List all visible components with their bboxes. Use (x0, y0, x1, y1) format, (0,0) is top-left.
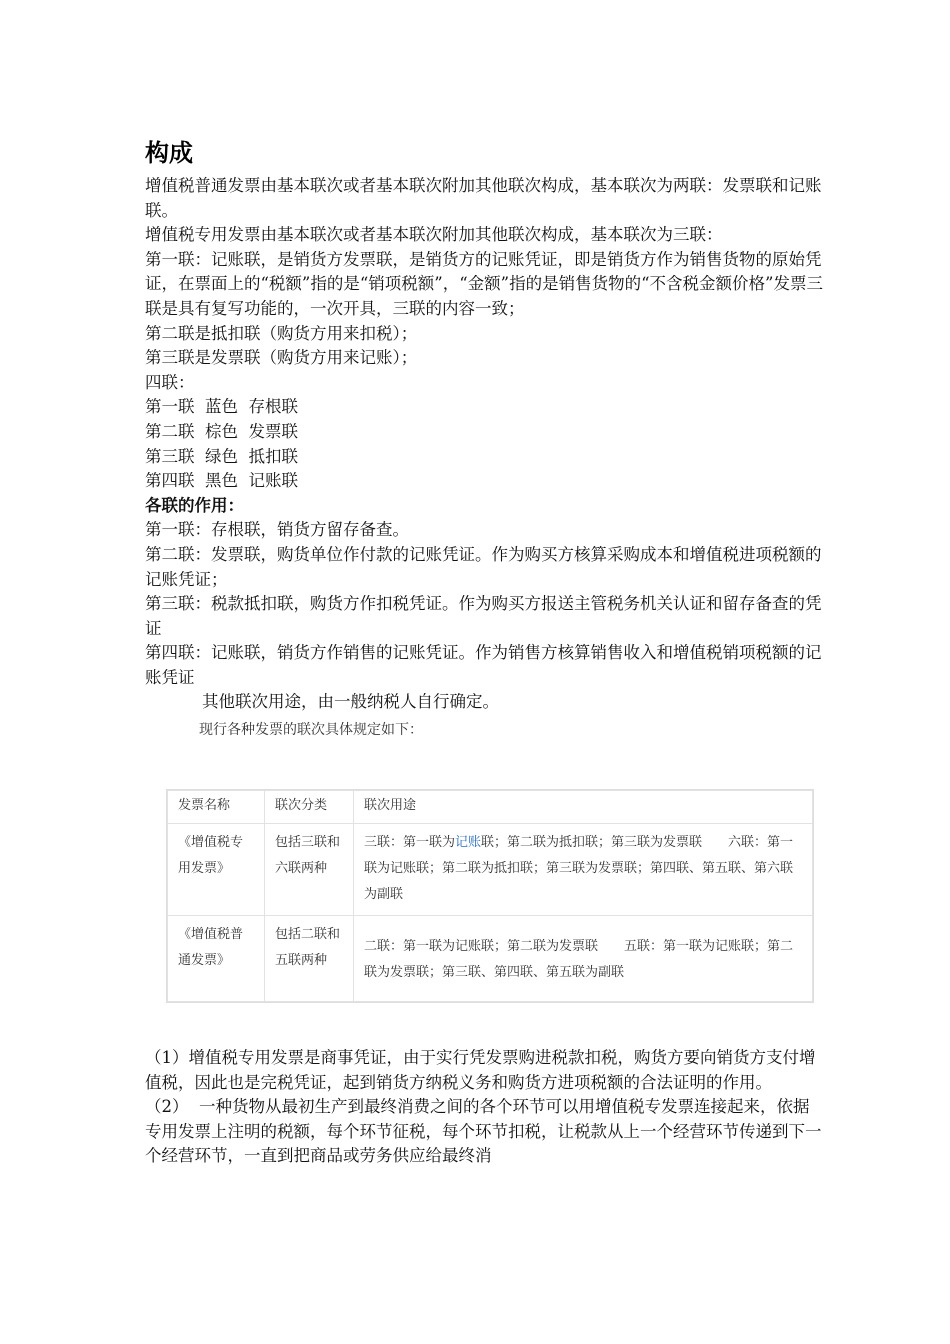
paragraph: 增值税专用发票由基本联次或者基本联次附加其他联次构成，基本联次为三联： (145, 225, 723, 245)
use-text: 联；第二联为抵扣联；第三联为发票联 六联：第一联为记账联；第二联为抵扣联；第三联为发票联；第四联、第五联、第六联为副联 (364, 835, 794, 902)
cell-copy-use (354, 824, 813, 916)
paragraph: 第三联是发票联（购货方用来记账）； (145, 348, 418, 368)
use-text: 三联：第一联为 (364, 835, 456, 850)
copy-color-line: 第四联 黑色 记账联 (145, 471, 298, 491)
header-copy-category: 联次分类 (265, 791, 354, 824)
table-intro: 现行各种发票的联次具体规定如下： (199, 722, 423, 739)
function-item: 第四联：记账联，销货方作销售的记账凭证。作为销售方核算销售收入和增值税销项税额的记账凭证 (145, 643, 822, 687)
cell-copy-use: 二联：第一联为记账联；第二联为发票联 五联：第一联为记账联；第二联为发票联；第三联、第四联、第五联为副联 (354, 916, 813, 1002)
paragraph: 第二联是抵扣联（购货方用来扣税）； (145, 323, 418, 343)
cell-copy-category: 包括二联和五联两种 (265, 916, 354, 1002)
copy-color-line: 第二联 棕色 发票联 (145, 421, 298, 441)
header-invoice-name: 发票名称 (168, 791, 265, 824)
cell-invoice-name: 《增值税专用发票》 (168, 824, 265, 916)
paragraph: 四联： (145, 372, 195, 392)
cell-copy-category: 包括三联和六联两种 (265, 824, 354, 916)
invoice-rules-table (166, 789, 814, 1003)
other-use-note: 其他联次用途，由一般纳税人自行确定。 (202, 692, 499, 712)
copy-color-line: 第三联 绿色 抵扣联 (145, 446, 298, 466)
function-item: 第三联：税款抵扣联，购货方作扣税凭证。作为购买方报送主管税务机关认证和留存备查的凭证 (145, 594, 822, 638)
table-row (168, 824, 813, 916)
copy-color-line: 第一联 蓝色 存根联 (145, 397, 298, 417)
function-item: 第一联：存根联，销货方留存备查。 (145, 520, 409, 540)
table-row (168, 916, 813, 1002)
note-paragraph: （1）增值税专用发票是商事凭证，由于实行凭发票购进税款扣税，购货方要向销货方支付增值税，因此也是完税凭证，起到销货方纳税义务和购货方进项税额的合法证明的作用。 (145, 1048, 816, 1092)
header-copy-use: 联次用途 (354, 791, 813, 824)
note-paragraph: （2） 一种货物从最初生产到最终消费之间的各个环节可以用增值税专发票连接起来，依据专用发票上注明的税额，每个环节征税，每个环节扣税，让税款从上一个经营环节传递到下一个经营环节，一直到把商品或劳务供应给最终消 (145, 1097, 822, 1166)
cell-invoice-name: 《增值税普通发票》 (168, 916, 265, 1002)
document-body (145, 136, 825, 751)
function-item: 第二联：发票联，购货单位作付款的记账凭证。作为购买方核算采购成本和增值税进项税额的记账凭证； (145, 544, 822, 589)
paragraph: 第一联：记账联，是销货方发票联，是销货方的记账凭证，即是销货方作为销售货物的原始凭证，在票面上的“税额”指的是“销项税额”，“金额”指的是销售货物的“不含税金额价格”发票三联是具有复写功能的，一次开具，三联的内容一致； (145, 249, 823, 318)
notes-section (145, 1046, 825, 1169)
table-header-row (168, 791, 813, 824)
section-subheading: 各联的作用： (145, 495, 244, 515)
page-title: 构成 (145, 139, 193, 167)
paragraph: 增值税普通发票由基本联次或者基本联次附加其他联次构成，基本联次为两联：发票联和记账联。 (145, 176, 822, 220)
rules-table (167, 790, 813, 1002)
highlight-link[interactable]: 记账 (455, 835, 482, 850)
